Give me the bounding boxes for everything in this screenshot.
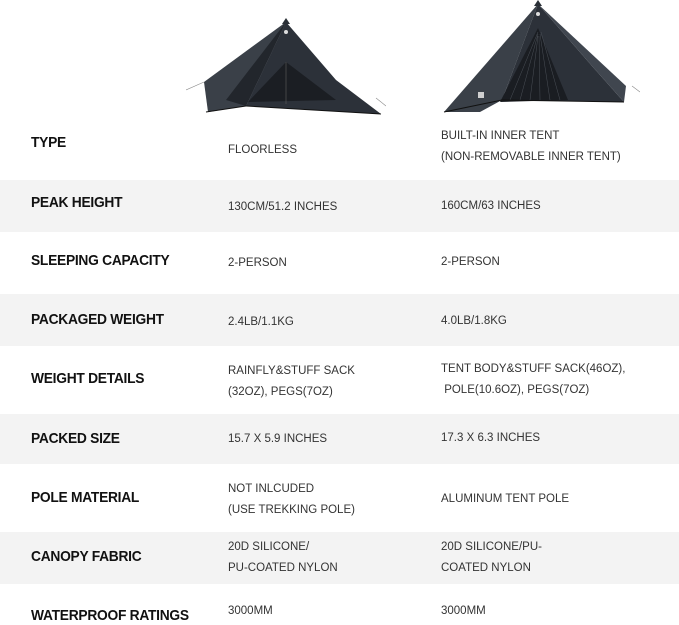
spec-label: PACKED SIZE xyxy=(31,430,120,447)
value-line: 130CM/51.2 INCHES xyxy=(228,201,338,213)
spec-label: TYPE xyxy=(31,134,66,151)
value-line: 2.4LB/1.1KG xyxy=(228,316,294,328)
value-line: 4.0LB/1.8KG xyxy=(441,315,507,327)
value-line: ALUMINUM TENT POLE xyxy=(441,493,570,505)
value-line: RAINFLY&STUFF SACK xyxy=(228,365,355,377)
spec-label: POLE MATERIAL xyxy=(31,489,140,506)
value-line: 20D SILICONE/PU- xyxy=(441,541,542,553)
spec-row-canopy-fabric xyxy=(0,532,679,584)
spec-row-waterproof-ratings xyxy=(0,584,679,625)
spec-value-col1 xyxy=(228,601,273,622)
spec-row-type xyxy=(0,118,679,180)
spec-label: PEAK HEIGHT xyxy=(31,194,123,211)
value-line: 2-PERSON xyxy=(228,257,287,269)
spec-value-col2 xyxy=(441,311,507,332)
spec-label: SLEEPING CAPACITY xyxy=(31,252,170,269)
value-line: PU-COATED NYLON xyxy=(228,562,338,574)
value-line: 3000MM xyxy=(441,605,486,617)
spec-value-col1 xyxy=(228,140,297,161)
value-line: 2-PERSON xyxy=(441,256,500,268)
spec-value-col2 xyxy=(441,359,625,401)
value-line: BUILT-IN INNER TENT xyxy=(441,130,560,142)
spec-row-packaged-weight xyxy=(0,294,679,346)
spec-value-col1 xyxy=(228,253,287,274)
spec-label: PACKAGED WEIGHT xyxy=(31,311,164,328)
value-line: 160CM/63 INCHES xyxy=(441,200,541,212)
spec-row-weight-details xyxy=(0,346,679,414)
spec-value-col1 xyxy=(228,312,294,333)
value-line: COATED NYLON xyxy=(441,562,531,574)
value-line: TENT BODY&STUFF SACK(46OZ), xyxy=(441,363,626,375)
value-line: 20D SILICONE/ xyxy=(228,541,310,553)
spec-value-col1 xyxy=(228,429,327,450)
product-images-header xyxy=(0,0,679,120)
spec-row-sleeping-capacity xyxy=(0,232,679,294)
value-line: 15.7 X 5.9 INCHES xyxy=(228,433,328,445)
spec-value-col1 xyxy=(228,197,337,218)
spec-value-col2 xyxy=(441,489,569,510)
value-line: (NON-REMOVABLE INNER TENT) xyxy=(441,151,621,163)
value-line: (32OZ), PEGS(7OZ) xyxy=(228,386,333,398)
spec-value-col2 xyxy=(441,252,500,273)
value-line: 3000MM xyxy=(228,605,273,617)
spec-value-col2 xyxy=(441,126,621,168)
floorless-tent-image xyxy=(186,18,386,118)
spec-row-packed-size xyxy=(0,414,679,464)
spec-value-col2 xyxy=(441,537,542,579)
spec-value-col1 xyxy=(228,537,338,579)
spec-value-col2 xyxy=(441,196,541,217)
spec-value-col2 xyxy=(441,428,540,449)
value-line: 17.3 X 6.3 INCHES xyxy=(441,432,541,444)
spec-row-pole-material xyxy=(0,464,679,532)
spec-label: WEIGHT DETAILS xyxy=(31,370,145,387)
value-line: (USE TREKKING POLE) xyxy=(228,504,355,516)
spec-value-col1 xyxy=(228,479,355,521)
spec-row-peak-height xyxy=(0,180,679,232)
value-line: FLOORLESS xyxy=(228,144,298,156)
spec-value-col2 xyxy=(441,601,486,622)
inner-tent-image xyxy=(440,0,640,118)
spec-label: CANOPY FABRIC xyxy=(31,548,142,565)
spec-value-col1 xyxy=(228,361,355,403)
value-line: NOT INLCUDED xyxy=(228,483,315,495)
spec-label: WATERPROOF RATINGS xyxy=(31,607,189,624)
value-line: POLE(10.6OZ), PEGS(7OZ) xyxy=(441,384,590,396)
